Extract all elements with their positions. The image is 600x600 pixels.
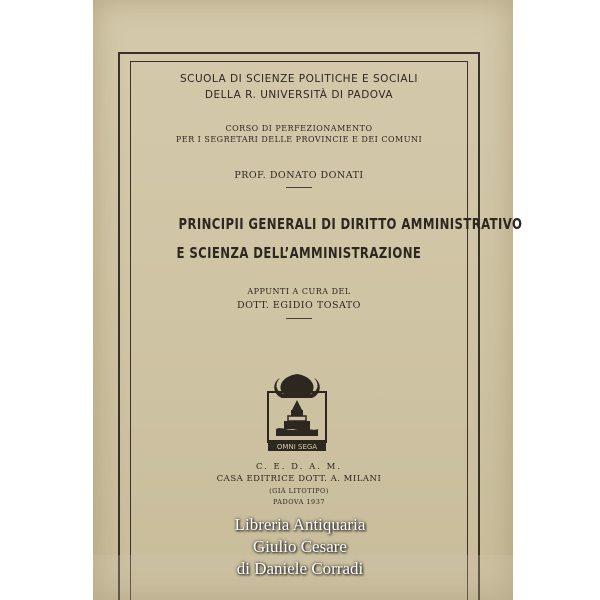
publisher-former-name: (GIÀ LITOTIPO) (269, 487, 329, 495)
school-name: SCUOLA DI SCIENZE POLITICHE E SOCIALI (179, 73, 419, 85)
book-title-line1-text: PRINCIPII GENERALI DI DIRITTO AMMINISTRATIVO (178, 215, 523, 233)
publisher-emblem-icon (262, 370, 332, 452)
divider-rule (286, 318, 312, 319)
university-name: DELLA R. UNIVERSITÀ DI PADOVA (204, 89, 394, 101)
course-subtitle: PER I SEGRETARI DELLE PROVINCIE E DEI COMUNI (175, 135, 423, 144)
book-title-line2-text: E SCIENZA DELL’AMMINISTRAZIONE (176, 244, 422, 262)
emblem-motto: OMNI SEGA (276, 443, 318, 451)
editor-credit: APPUNTI A CURA DEL (247, 287, 351, 296)
book-title-line2 (130, 244, 468, 262)
publisher-name: CASA EDITRICE DOTT. A. MILANI (216, 474, 382, 484)
watermark-line2: Giulio Cesare (253, 537, 347, 556)
publication-place-year: PADOVA 1937 (273, 498, 325, 506)
watermark-line1: Libreria Antiquaria (234, 515, 366, 534)
editor-name: DOTT. EGIDIO TOSATO (237, 300, 361, 311)
divider-rule (286, 187, 312, 188)
publisher-acronym: C. E. D. A. M. (255, 462, 343, 472)
watermark-line3: di Daniele Corradi (236, 559, 364, 578)
author-name: PROF. DONATO DONATI (234, 170, 364, 181)
course-title: CORSO DI PERFEZIONAMENTO (225, 124, 373, 133)
book-title-line1 (130, 215, 523, 233)
